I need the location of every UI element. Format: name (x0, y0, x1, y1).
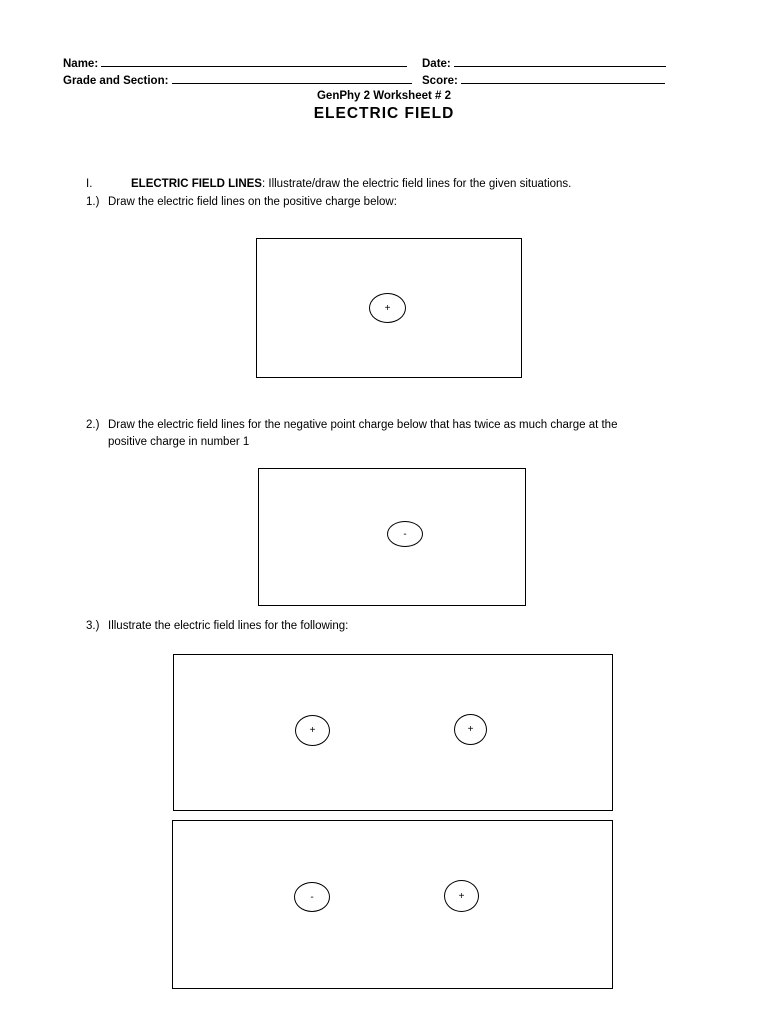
score-label: Score: (422, 75, 458, 87)
item-1-number: 1.) (86, 196, 100, 208)
page-title: ELECTRIC FIELD (313, 105, 455, 122)
name-row (63, 55, 407, 70)
answer-box-2[interactable] (258, 468, 526, 606)
section-instruction: : Illustrate/draw the electric field lines for the given situations. (261, 178, 572, 190)
score-blank[interactable] (461, 72, 665, 84)
section-heading: ELECTRIC FIELD LINES (131, 178, 262, 190)
section-number: I. (86, 178, 93, 190)
grade-blank[interactable] (172, 72, 412, 84)
worksheet-label: GenPhy 2 Worksheet # 2 (316, 90, 451, 102)
item-3-text: Illustrate the electric field lines for the following: (108, 620, 349, 632)
item-2-text-line2: positive charge in number 1 (108, 436, 250, 448)
section-line (131, 176, 571, 193)
positive-charge: + (369, 293, 406, 323)
positive-charge-right: + (444, 880, 479, 912)
negative-charge-left: - (294, 882, 330, 912)
grade-row (63, 72, 412, 87)
date-label: Date: (422, 58, 451, 70)
score-row (422, 72, 665, 87)
date-blank[interactable] (454, 55, 666, 67)
answer-box-3[interactable] (173, 654, 613, 811)
answer-box-4[interactable] (172, 820, 613, 989)
item-3-number: 3.) (86, 620, 100, 632)
item-1-text: Draw the electric field lines on the positive charge below: (108, 196, 397, 208)
positive-charge-left: + (295, 715, 330, 746)
name-blank[interactable] (101, 55, 407, 67)
grade-label: Grade and Section: (63, 75, 169, 87)
answer-box-1[interactable] (256, 238, 522, 378)
name-label: Name: (63, 58, 99, 70)
negative-charge: - (387, 521, 423, 547)
item-2-text-line1: Draw the electric field lines for the negative point charge below that has twice as much charge at the (108, 419, 618, 431)
positive-charge-right: + (454, 714, 487, 745)
date-row (422, 55, 666, 70)
item-2-number: 2.) (86, 419, 100, 431)
